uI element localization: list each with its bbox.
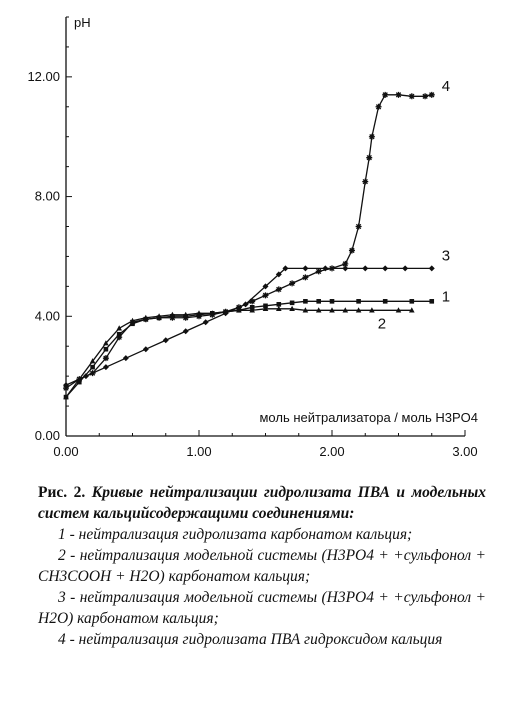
series-3-point bbox=[382, 265, 388, 271]
series-3-point bbox=[429, 265, 435, 271]
series-4-point bbox=[156, 315, 162, 321]
series-4-point bbox=[366, 155, 372, 161]
series-1-point bbox=[330, 299, 335, 304]
series-1-point bbox=[303, 299, 308, 304]
series-1-point bbox=[316, 299, 321, 304]
series-4-point bbox=[369, 134, 375, 140]
series-2-label: 2 bbox=[377, 315, 387, 333]
series-3-point bbox=[203, 319, 209, 325]
series-3-point bbox=[143, 346, 149, 352]
series-4-point bbox=[429, 92, 435, 98]
x-axis-label: моль нейтрализатора / моль H3PO4 bbox=[259, 410, 478, 425]
series-4-point bbox=[302, 274, 308, 280]
series-3-point bbox=[183, 328, 189, 334]
series-4-point bbox=[143, 316, 149, 322]
series-3 bbox=[63, 247, 450, 388]
series-4-point bbox=[376, 104, 382, 110]
series-4-point bbox=[349, 247, 355, 253]
series-4-point bbox=[382, 92, 388, 98]
series-1-point bbox=[383, 299, 388, 304]
series-1-point bbox=[90, 365, 95, 370]
series-2-line bbox=[66, 309, 412, 397]
figure-caption bbox=[38, 482, 486, 650]
series-4-point bbox=[63, 385, 69, 391]
series-1 bbox=[64, 288, 450, 399]
caption-item-3: 3 - нейтрализация модельной системы (H3PO4 + +сульфонол + H2O) карбонатом кальция; bbox=[38, 589, 486, 627]
y-tick-label: 0.00 bbox=[34, 428, 60, 443]
series-4-point bbox=[169, 315, 175, 321]
x-tick-label: 1.00 bbox=[186, 444, 212, 459]
series-1-point bbox=[290, 301, 295, 306]
series-4-label: 4 bbox=[441, 77, 451, 95]
series-4-point bbox=[329, 265, 335, 271]
caption-heading bbox=[38, 482, 486, 524]
series-4-point bbox=[236, 304, 242, 310]
y-axis-label: pH bbox=[74, 15, 91, 30]
series-4-line bbox=[66, 95, 432, 388]
series-4-point bbox=[116, 334, 122, 340]
x-tick-label: 2.00 bbox=[319, 444, 345, 459]
series-4-point bbox=[249, 298, 255, 304]
series-1-point bbox=[410, 299, 415, 304]
series-4-point bbox=[316, 268, 322, 274]
series-4-point bbox=[422, 93, 428, 99]
series-4-point bbox=[90, 370, 96, 376]
series-4-point bbox=[130, 319, 136, 325]
x-ticks bbox=[53, 430, 477, 459]
caption-item-4: 4 - нейтрализация гидролизата ПВА гидроксидом кальция bbox=[58, 631, 443, 648]
series-1-point bbox=[356, 299, 361, 304]
series-4 bbox=[63, 78, 450, 391]
series-4-point bbox=[103, 355, 109, 361]
series-4-point bbox=[396, 92, 402, 98]
series-4-point bbox=[362, 179, 368, 185]
series-1-label: 1 bbox=[441, 288, 451, 306]
series-4-point bbox=[209, 312, 215, 318]
x-tick-label: 3.00 bbox=[452, 444, 478, 459]
x-tick-label: 0.00 bbox=[53, 444, 79, 459]
series-4-point bbox=[196, 313, 202, 319]
series-4-point bbox=[276, 286, 282, 292]
series-4-point bbox=[289, 280, 295, 286]
figure-label: Рис. 2. bbox=[38, 484, 86, 501]
series-4-point bbox=[356, 224, 362, 230]
series-4-point bbox=[183, 315, 189, 321]
series-2 bbox=[63, 306, 414, 399]
caption-item-2: 2 - нейтрализация модельной системы (H3PO4 + +сульфонол + CH3COOH + H2O) карбонатом кальция; bbox=[38, 547, 486, 585]
series-3-point bbox=[163, 337, 169, 343]
series-1-point bbox=[429, 299, 434, 304]
series-3-point bbox=[362, 265, 368, 271]
series-4-point bbox=[223, 309, 229, 315]
series-3-point bbox=[103, 364, 109, 370]
series-4-point bbox=[263, 292, 269, 298]
series-4-point bbox=[76, 376, 82, 382]
caption-title: Кривые нейтрализации гидролизата ПВА и модельных систем кальцийсодержащими соединениями: bbox=[38, 484, 487, 522]
y-tick-label: 8.00 bbox=[34, 188, 60, 204]
series-4-point bbox=[409, 93, 415, 99]
series-3-point bbox=[402, 265, 408, 271]
series-4-point bbox=[342, 261, 348, 267]
series-3-label: 3 bbox=[441, 247, 451, 265]
series-3-point bbox=[302, 265, 308, 271]
series-group bbox=[63, 78, 450, 400]
y-tick-label: 12.00 bbox=[27, 68, 60, 84]
series-1-point bbox=[104, 347, 109, 352]
series-3-point bbox=[123, 355, 129, 361]
caption-item-1: 1 - нейтрализация гидролизата карбонатом кальция; bbox=[58, 526, 413, 543]
y-ticks bbox=[27, 17, 72, 443]
y-tick-label: 4.00 bbox=[34, 308, 60, 324]
axes bbox=[66, 17, 465, 436]
